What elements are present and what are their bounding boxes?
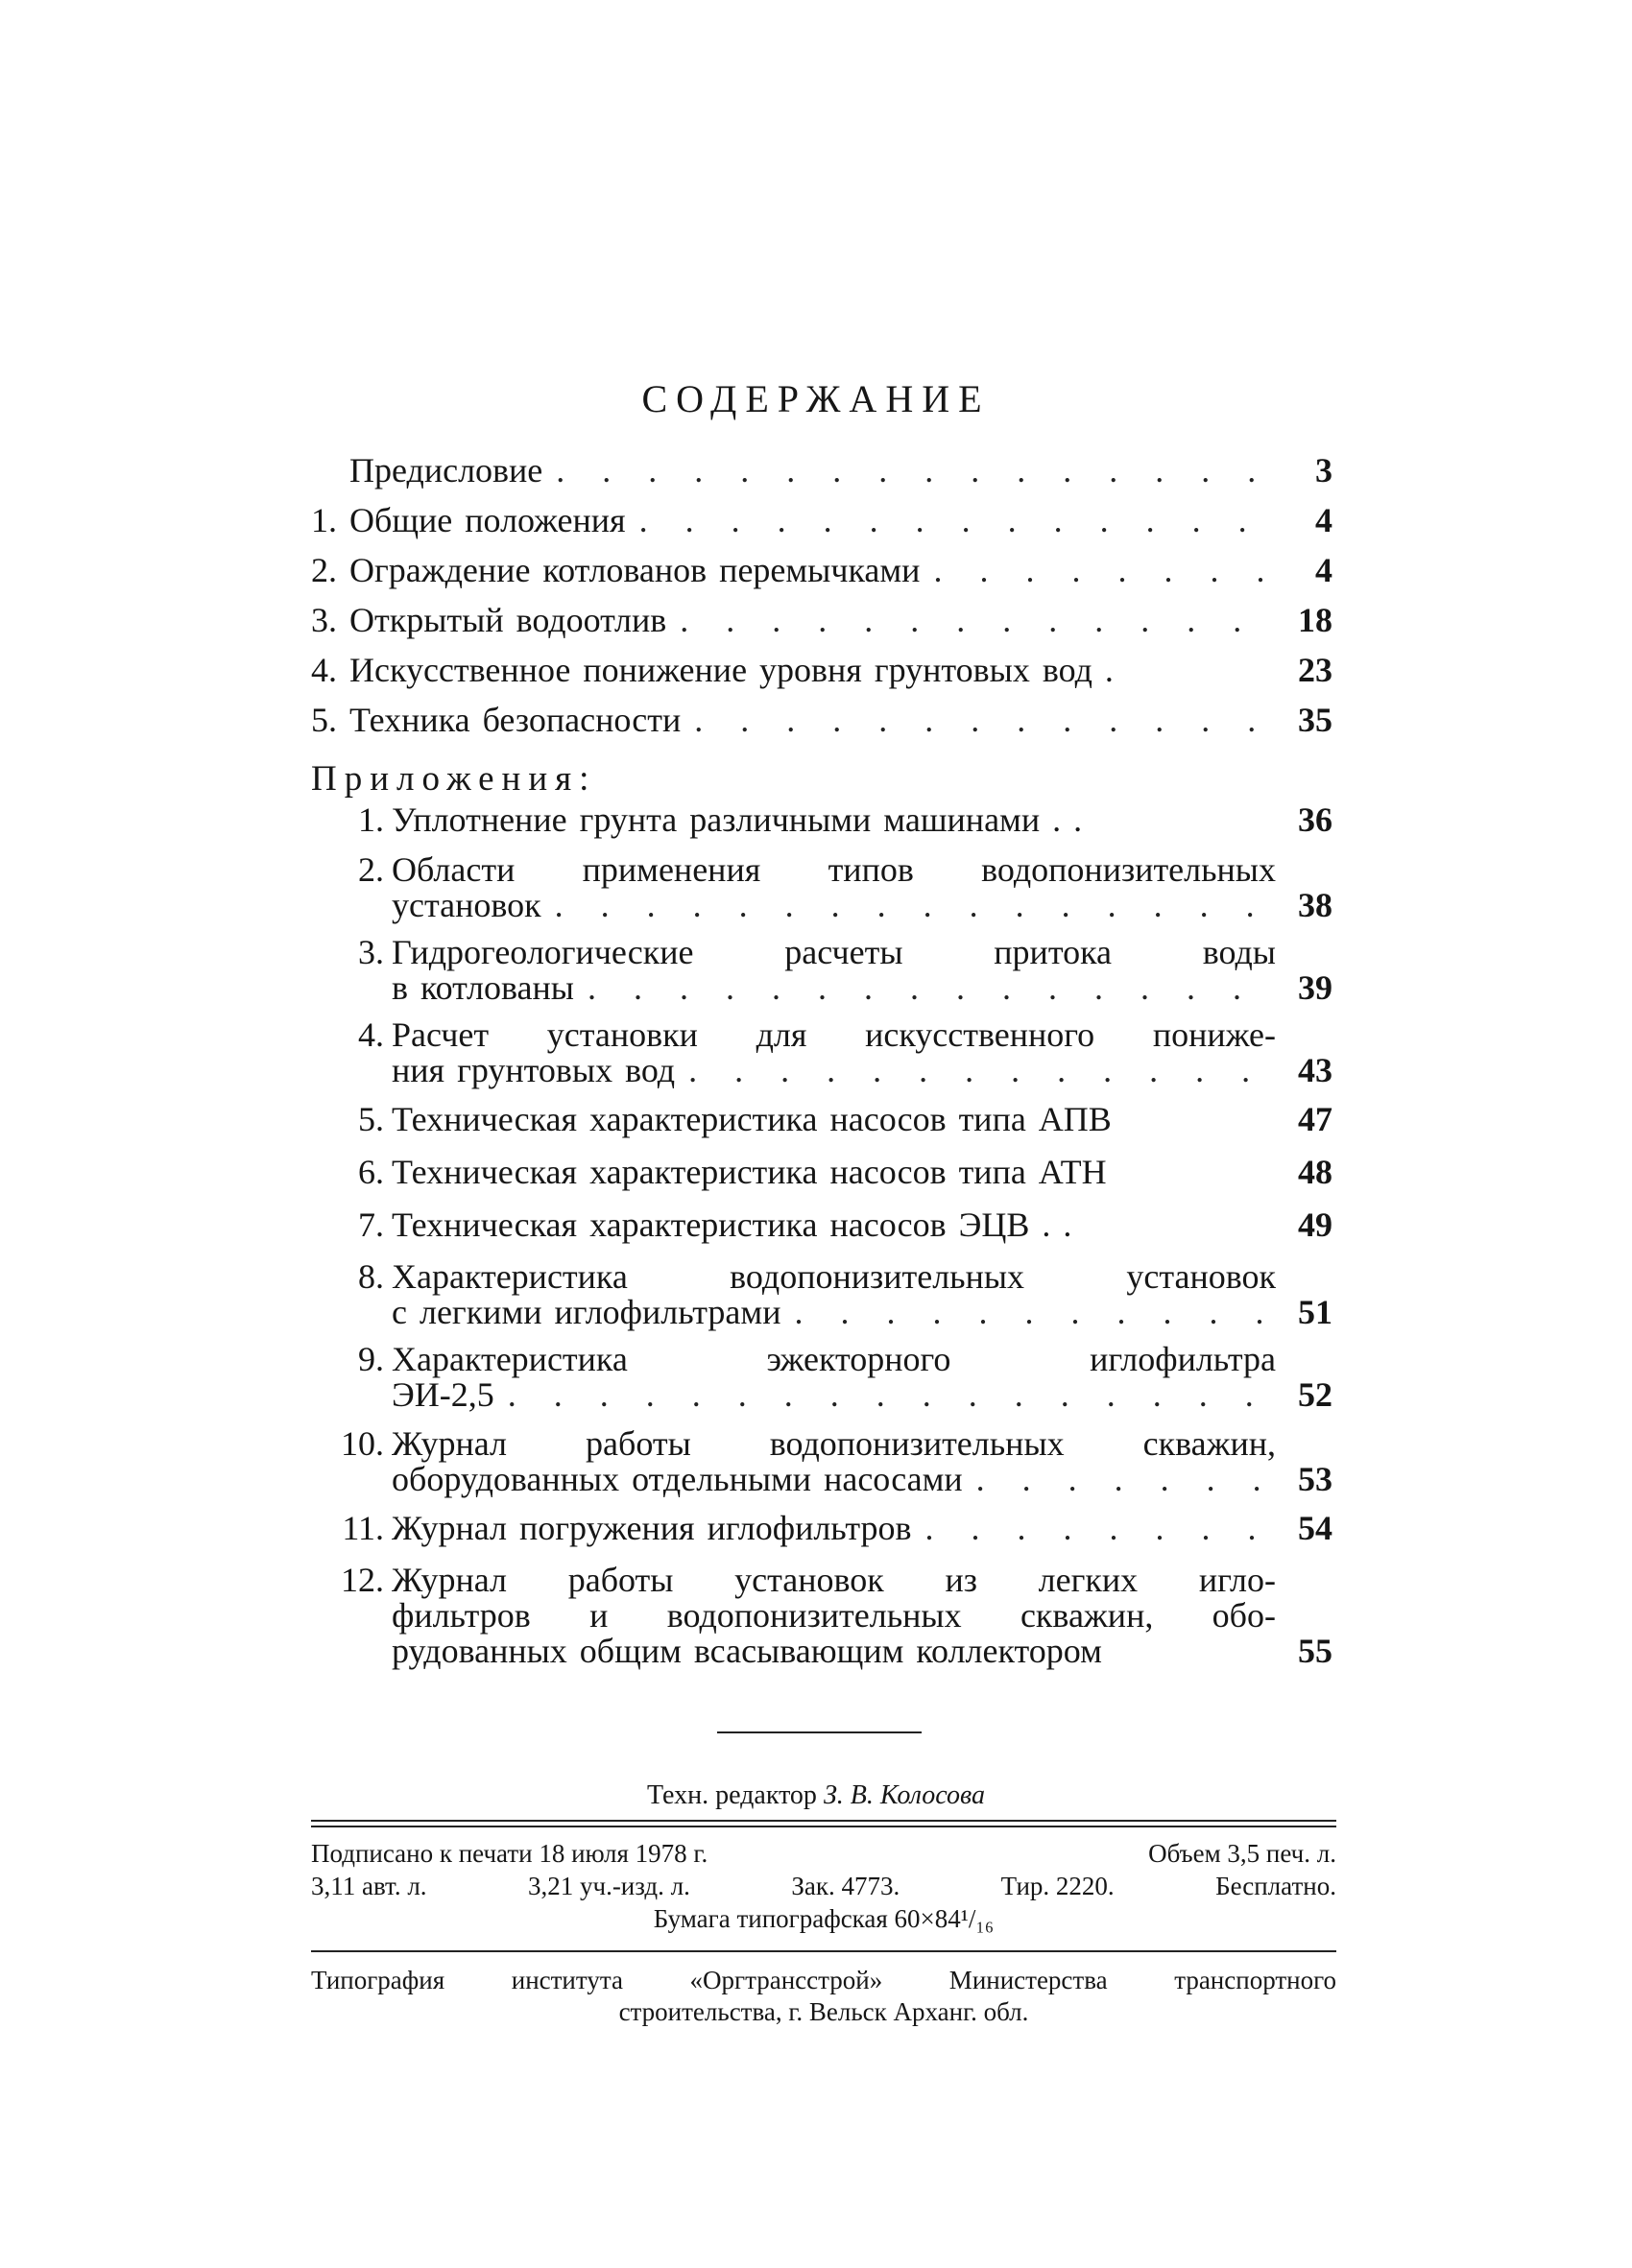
leader-dots [666,603,1264,638]
toc-entry-number: 1. [358,800,384,839]
appendix-entry-6 [358,1153,1332,1191]
appendix-entry-9 [358,1340,1332,1414]
toc-entry-number: 4. [358,1015,384,1054]
toc-entry-text: Характеристика водопонизительных установок [392,1257,1276,1296]
price: Бесплатно. [1215,1872,1336,1900]
editor-name: З. В. Колосова [823,1780,985,1810]
toc-page-number: 3 [1315,451,1332,489]
printer-line-2: строительства, г. Вельск Арханг. обл. [618,1997,1029,2026]
leader-dots [912,1511,1264,1546]
toc-entry-text: Ограждение котлованов перемычками [349,551,921,589]
toc-entry-preface [311,451,1332,489]
toc-page-number: 43 [1298,1051,1332,1089]
toc-entry-number: 3. [311,601,337,639]
imprint-row-1 [311,1837,1336,1870]
toc-entry-number: 12. [341,1561,384,1599]
toc-entry-text: Гидрогеологические расчеты притока воды [392,933,1276,971]
leader-dots [626,503,1264,538]
appendix-entry-3 [358,933,1332,1007]
toc-page-number: 38 [1298,886,1332,924]
toc-entry-text: Характеристика эжекторного иглофильтра [392,1340,1276,1378]
toc-page-number: 49 [1298,1206,1332,1244]
toc-page-number: 35 [1298,701,1332,739]
appendix-entry-7 [358,1206,1332,1244]
toc-entry-number: 2. [311,551,337,589]
toc-entry-text: Предисловие [349,451,543,489]
toc-entry-text: Открытый водоотлив [349,601,667,639]
toc-entry-text: Расчет установки для искусственного пониже- [392,1015,1276,1054]
volume: Объем 3,5 печ. л. [1148,1839,1336,1868]
toc-entry-number: 4. [311,651,337,689]
toc-page-number: 55 [1298,1632,1332,1670]
leader-dots [681,703,1264,738]
appendix-entry-10 [341,1424,1332,1498]
toc-page-number: 54 [1298,1509,1332,1547]
toc-page-number: 53 [1298,1460,1332,1498]
toc-entry-text: Уплотнение грунта различными машинами . . [392,800,1083,839]
appendix-entry-12 [341,1561,1332,1670]
double-rule [311,1820,1336,1827]
toc-page-number: 4 [1315,501,1332,539]
separator-rule [717,1731,922,1733]
toc-entry-number: 8. [358,1257,384,1296]
toc-entry-number: 5. [358,1100,384,1138]
leader-dots [574,970,1264,1006]
signed-date: Подписано к печати 18 июля 1978 г. [311,1839,708,1868]
order-number: Зак. 4773. [791,1872,900,1900]
imprint-row-2 [311,1870,1336,1902]
toc-entry-text: Журнал погружения иглофильтров [392,1509,912,1547]
toc-entry-number: 1. [311,501,337,539]
toc-page-number: 48 [1298,1153,1332,1191]
appendix-heading: Приложения: [311,759,597,799]
appendix-entry-2 [358,850,1332,924]
appendix-entry-5 [358,1100,1332,1138]
toc-entry-text: Техническая характеристика насосов ЭЦВ . . [392,1206,1072,1244]
toc-entry-5 [311,701,1332,739]
toc-page-number: 23 [1298,651,1332,689]
toc-entry-text: с легкими иглофильтрами [392,1293,781,1331]
toc-entry-number: 6. [358,1153,384,1191]
toc-entry-number: 10. [341,1424,384,1463]
toc-page-number: 47 [1298,1100,1332,1138]
publisher-sheets: 3,21 уч.-изд. л. [527,1872,690,1900]
toc-title: СОДЕРЖАНИЕ [641,377,991,420]
rule [311,1950,1336,1952]
toc-entry-text: ЭИ-2,5 [392,1375,494,1414]
toc-page-number: 52 [1298,1375,1332,1414]
toc-entry-number: 3. [358,933,384,971]
toc-entry-text: Журнал работы водопонизительных скважин, [392,1424,1276,1463]
toc-entry-text: в котлованы [392,968,574,1007]
toc-entry-text: Техническая характеристика насосов типа АПВ [392,1100,1112,1138]
toc-entry-text: Техническая характеристика насосов типа АТН [392,1153,1107,1191]
toc-entry-text: ния грунтовых вод [392,1051,676,1089]
toc-entry-4 [311,651,1332,689]
toc-entry-text: фильтров и водопонизительных скважин, обо- [392,1596,1276,1635]
editor-label: Техн. редактор [647,1780,817,1810]
toc-entry-text: Журнал работы установок из легких игло- [392,1561,1276,1599]
toc-page-number: 36 [1298,800,1332,839]
technical-editor [0,1780,1632,1811]
appendix-entry-1 [358,800,1332,839]
toc-entry-text: оборудованных отдельными насосами [392,1460,963,1498]
toc-entry-number: 9. [358,1340,384,1378]
toc-entry-text: рудованных общим всасывающим коллектором [392,1632,1102,1670]
toc-entry-text: Искусственное понижение уровня грунтовых вод . [349,651,1114,689]
leader-dots [963,1462,1264,1497]
appendix-entry-4 [358,1015,1332,1089]
toc-page-number: 4 [1315,551,1332,589]
paper-info: Бумага типографская 60×84¹/₁₆ [653,1904,995,1933]
leader-dots [780,1295,1264,1330]
toc-entry-number: 11. [342,1509,384,1547]
toc-entry-number: 5. [311,701,337,739]
leader-dots [675,1053,1264,1088]
toc-entry-1 [311,501,1332,539]
leader-dots [494,1377,1264,1413]
printer-line-1: Типография института «Оргтрансстрой» Министерства транспортного [311,1966,1336,1994]
toc-entry-text: Общие положения [349,501,626,539]
toc-page-number: 39 [1298,968,1332,1007]
appendix-entry-11 [342,1509,1332,1547]
leader-dots [920,553,1264,588]
author-sheets: 3,11 авт. л. [311,1872,427,1900]
toc-entry-3 [311,601,1332,639]
appendix-entry-8 [358,1257,1332,1331]
leader-dots [542,453,1264,489]
toc-entry-text: Области применения типов водопонизительных [392,850,1276,889]
print-run: Тир. 2220. [1000,1872,1115,1900]
toc-entry-text: Техника безопасности [349,701,682,739]
printer-info [311,1965,1336,2028]
toc-page-number: 51 [1298,1293,1332,1331]
toc-entry-number: 7. [358,1206,384,1244]
leader-dots [541,888,1264,923]
toc-entry-2 [311,551,1332,589]
toc-page-number: 18 [1298,601,1332,639]
imprint [311,1837,1336,1935]
toc-entry-text: установок [392,886,541,924]
toc-entry-number: 2. [358,850,384,889]
